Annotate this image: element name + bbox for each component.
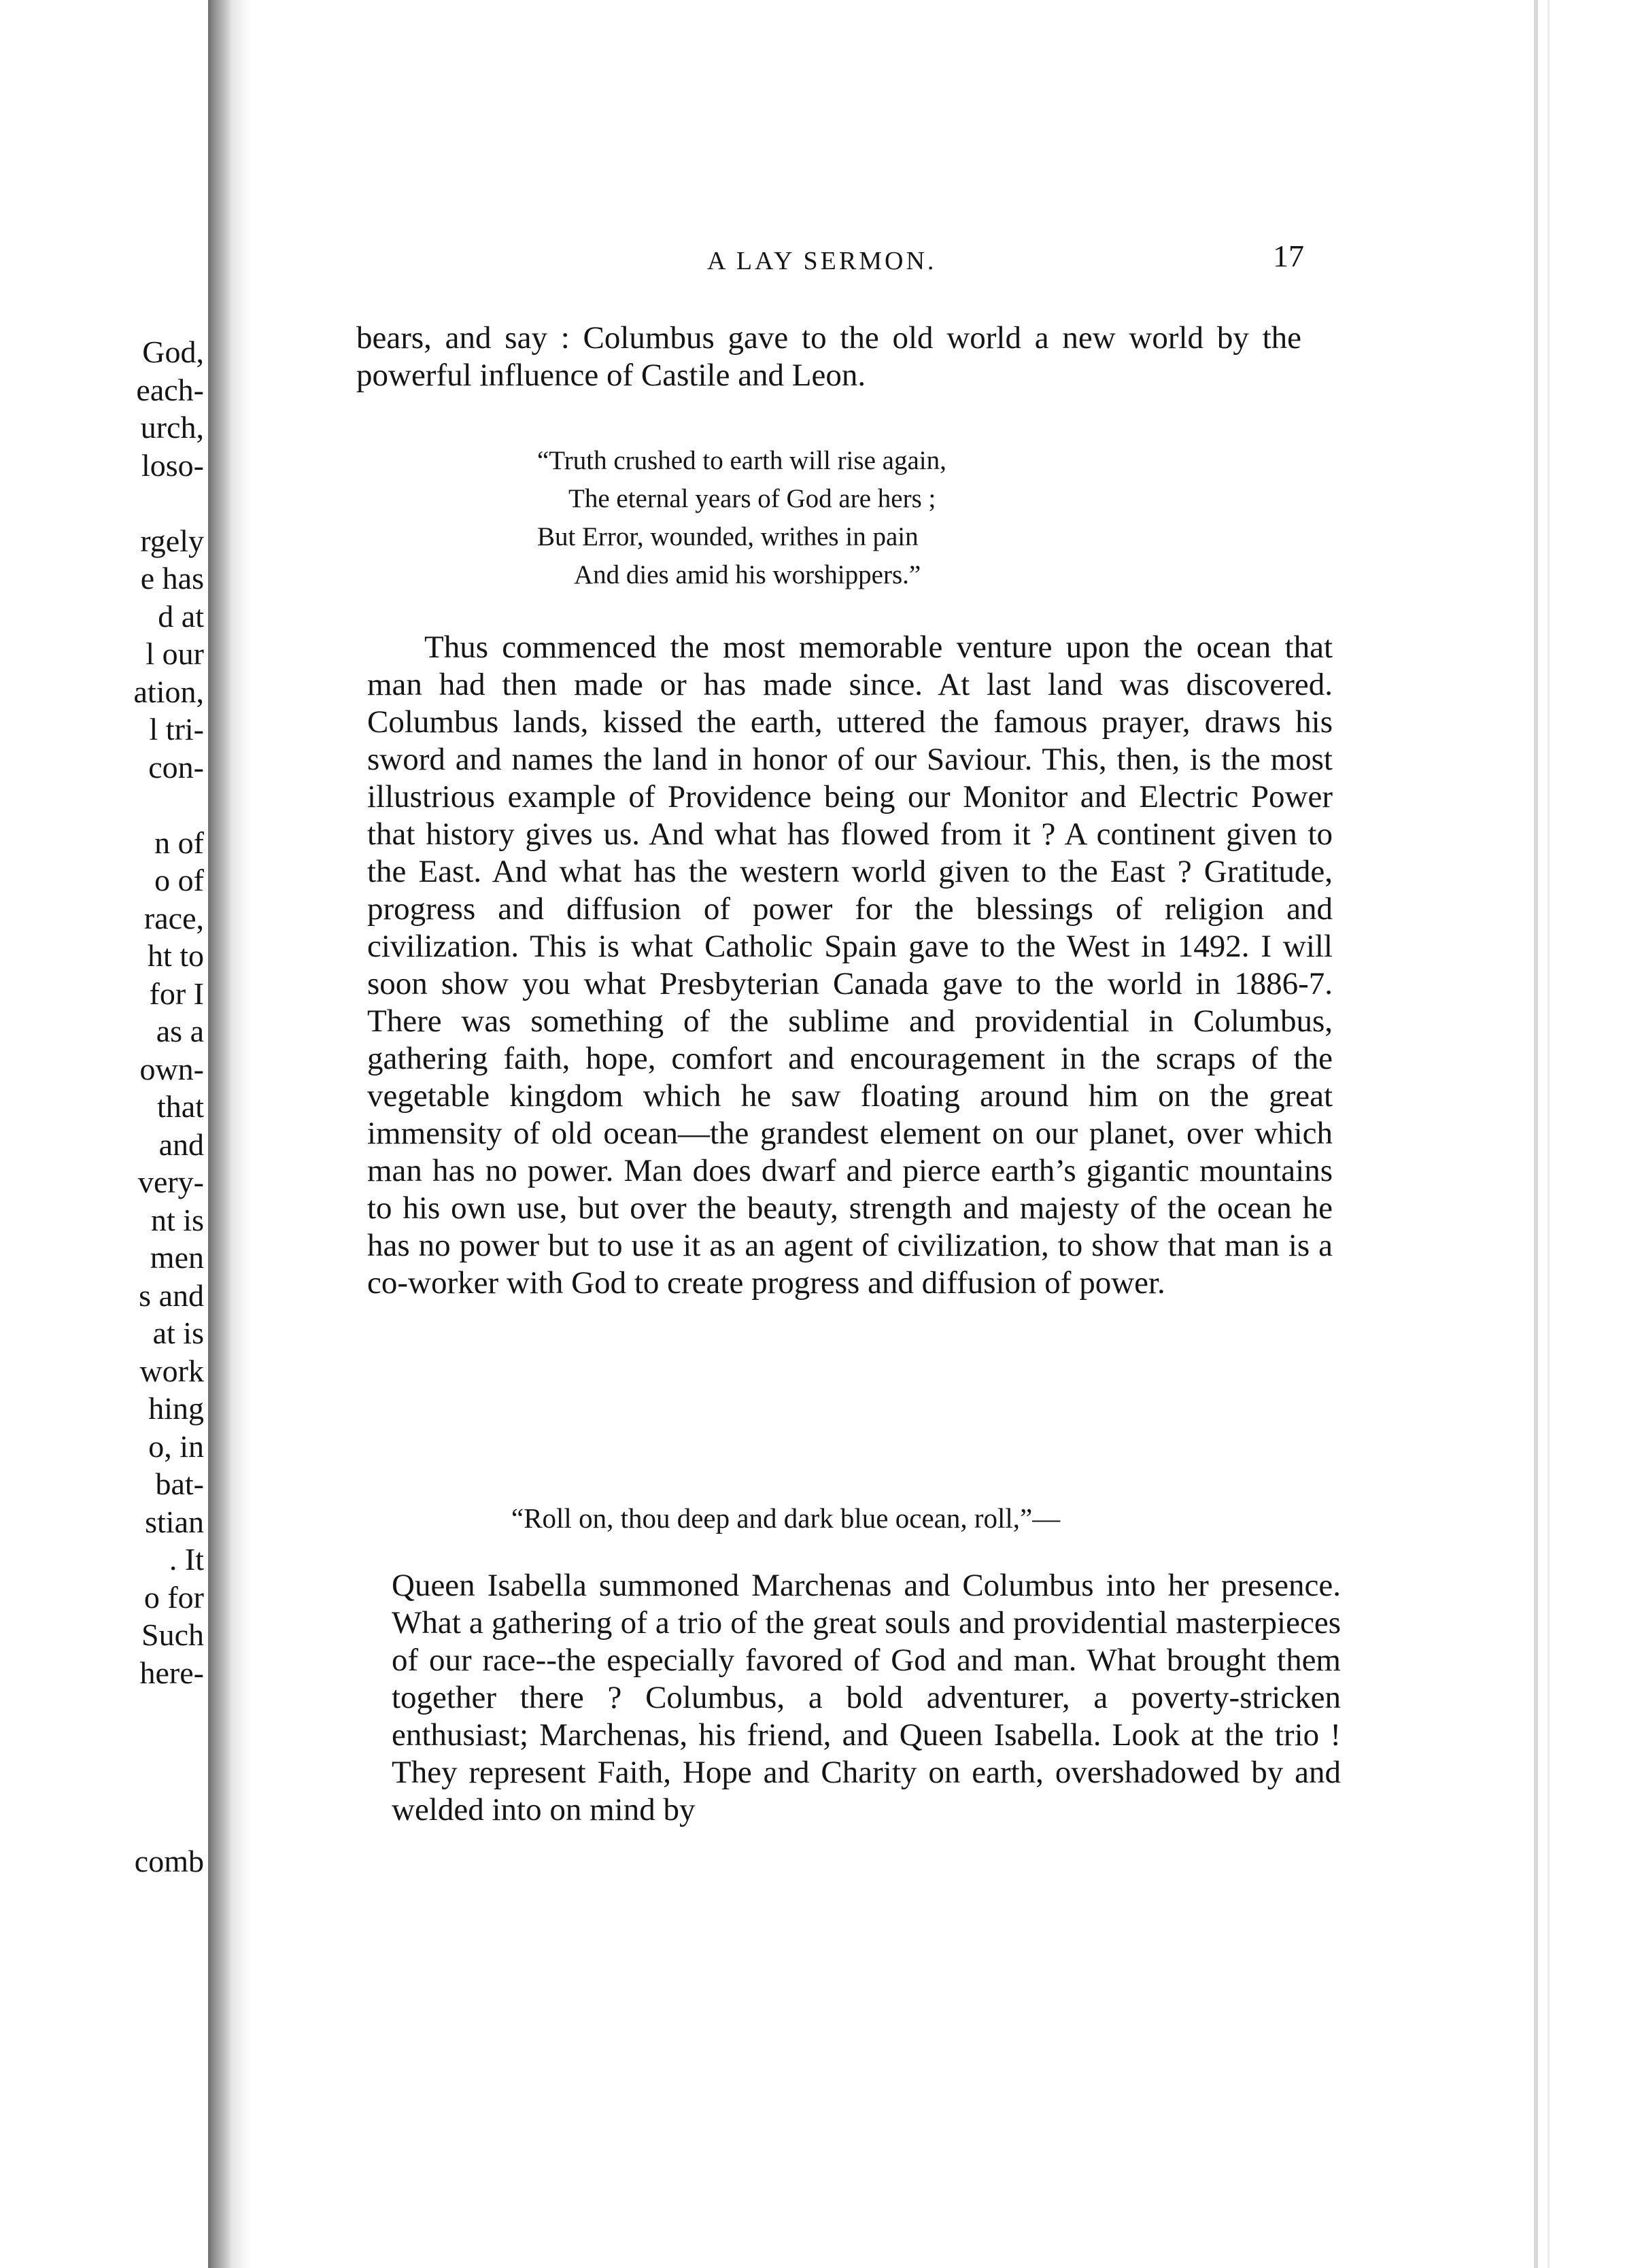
left-page-line: s and — [139, 1277, 204, 1313]
left-page-line: bat- — [155, 1466, 204, 1501]
left-page-line: loso- — [141, 447, 204, 483]
left-page-line: ation, — [133, 674, 204, 709]
verse-line: The eternal years of God are hers ; — [568, 484, 936, 513]
left-page-line: and — [158, 1127, 204, 1162]
left-page-line: that — [157, 1089, 204, 1124]
left-page-line: stian — [145, 1504, 204, 1539]
left-page-line: at is — [152, 1316, 204, 1350]
left-page-line: o of — [154, 863, 204, 897]
left-page-line: ht to — [147, 938, 204, 973]
left-page-line: race, — [143, 900, 204, 935]
paragraph-3-text: Queen Isabella summoned Marchenas and Columbus into her presence. What a gathering of a trio of the great souls and providential masterpieces of our race--the especially favored of God and man. What brought them together there ? Columbus, a bold adventurer, a poverty-stricken enthusiast; Marchenas, his friend, and Queen Isabella. Look at the trio ! They represent Faith, Hope and Charity on earth, overshadowed by and welded into on mind by — [392, 1568, 1341, 1827]
paragraph-1 — [356, 320, 1301, 394]
book-gutter — [208, 0, 231, 2268]
left-page-line: men — [150, 1240, 204, 1275]
left-page-line: very- — [137, 1165, 204, 1199]
paragraph-2-text: Thus commenced the most memorable venture upon the ocean that man had then made or has made since. At last land was discovered. Columbus lands, kissed the earth, uttered the famous prayer, draws his sword and names the land in honor of our Saviour. This, then, is the most illustrious example of Providence being our Monitor and Electric Power that history gives us. And what has flowed from it ? A continent given to the East. And what has the western world given to the East ? Gratitude, progress and diffusion of power for the blessings of religion and civilization. This is what Catholic Spain gave to the West in 1492. I will soon show you what Presbyterian Canada gave to the world in 1886-7. There was something of the sublime and providential in Columbus, gathering faith, hope, comfort and encouragement in the scraps of the vegetable kingdom which he saw floating around him on the great immensity of old ocean—the grandest element on our planet, over which man has no power. Man does dwarf and pierce earth’s gigantic mountains to his own use, but over the beauty, strength and majesty of the ocean he has no power but to use it as an agent of civilization, to show that man is a co-worker with God to create progress and diffusion of power. — [367, 630, 1333, 1301]
left-page-line: urch, — [140, 410, 204, 445]
left-page-line: nt is — [151, 1202, 204, 1237]
left-page-line: e has — [140, 561, 204, 596]
left-page-line: l our — [146, 636, 204, 671]
paragraph-3 — [392, 1567, 1341, 1829]
left-page-line: own- — [139, 1051, 204, 1086]
left-page-line: as a — [156, 1014, 204, 1048]
left-page-line: n of — [154, 825, 204, 860]
left-page-fragment — [0, 0, 204, 2268]
page-edge — [1534, 0, 1538, 2268]
verse-line: “Truth crushed to earth will rise again, — [537, 446, 946, 475]
verse-line: But Error, wounded, writhes in pain — [537, 522, 919, 551]
quote-line: “Roll on, thou deep and dark blue ocean, roll,”— — [511, 1502, 1061, 1534]
page-edge-inner — [1548, 0, 1550, 2268]
verse-line: And dies amid his worshippers.” — [574, 560, 921, 589]
left-page-line: Such — [141, 1617, 204, 1652]
left-page-line: for I — [149, 976, 204, 1011]
paragraph-2 — [367, 629, 1333, 1302]
left-page-line: hing — [148, 1391, 204, 1426]
left-page-line: con- — [148, 749, 204, 785]
left-page-line: rgely — [140, 523, 204, 558]
running-header: A LAY SERMON. — [707, 247, 937, 275]
left-page-line: o for — [143, 1579, 204, 1615]
left-page-line: each- — [136, 372, 204, 407]
left-page-line: d at — [158, 598, 204, 634]
left-page-line: comb — [134, 1844, 204, 1878]
left-page-line: here- — [139, 1655, 204, 1690]
left-page-line: o, in — [148, 1428, 204, 1464]
left-page-line: work — [139, 1353, 204, 1388]
paragraph-1-text: bears, and say : Columbus gave to the old world a new world by the powerful influence of Castile and Leon. — [356, 320, 1301, 393]
page-number: 17 — [1273, 239, 1304, 273]
left-page-line: . It — [169, 1542, 204, 1577]
verse-block — [537, 442, 946, 594]
left-page-line: God, — [142, 334, 204, 369]
left-page-line: l tri- — [149, 712, 204, 746]
gutter-shadow — [231, 0, 252, 2268]
